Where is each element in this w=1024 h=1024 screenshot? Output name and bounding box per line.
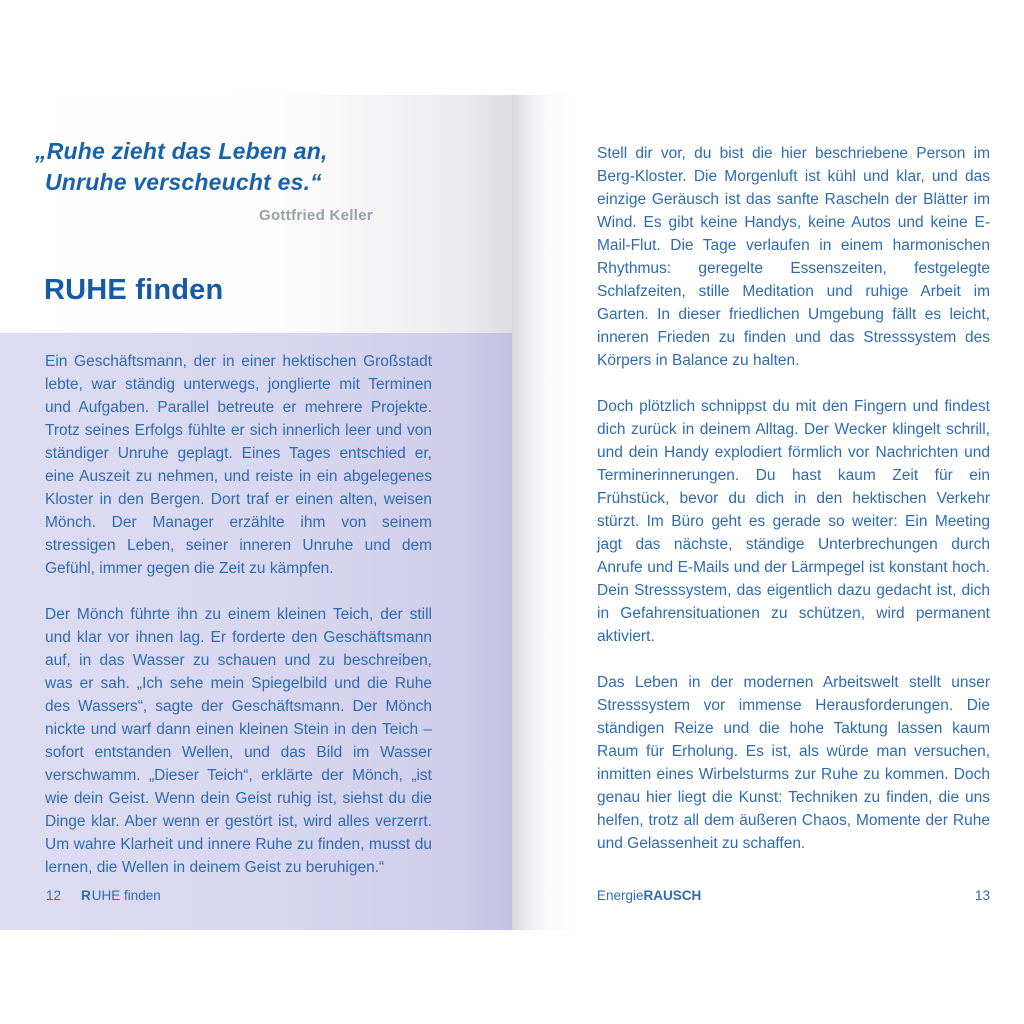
book-title-footer: [597, 888, 701, 903]
footer-chapter-initial: R: [81, 888, 92, 903]
right-page-number: 13: [974, 888, 990, 903]
chapter-heading: RUHE finden: [44, 274, 224, 306]
quote-line-2: Unruhe verscheucht es.“: [45, 169, 322, 195]
left-paragraph-1: Ein Geschäftsmann, der in einer hektischen Großstadt lebte, war ständig unterwegs, jonglierte mit Terminen und Aufgaben. Parallel betreute er mehrere Projekte. Trotz seines Erfolgs fühlte er sich innerlich leer und von ständiger Unruhe geplagt. Eines Tages entschied er, eine Auszeit zu nehmen, und reiste in ein abgelegenes Kloster in den Bergen. Dort traf er einen alten, weisen Mönch. Der Manager erzählte ihm von seinem stressigen Leben, seiner inneren Unruhe und dem Gefühl, immer gegen die Zeit zu kämpfen.: [45, 353, 432, 577]
left-page-body: [45, 350, 432, 879]
right-paragraph-2: Doch plötzlich schnippst du mit den Fingern und findest dich zurück in deinem Alltag. Der Wecker klingelt schrill, und dein Handy explodiert förmlich vor Nachrichten und Terminerinnerungen. Du hast kaum Zeit für ein Frühstück, bevor du dich in den hektischen Verkehr stürzt. Im Büro geht es gerade so weiter: Ein Meeting jagt das nächste, ständige Unterbrechungen durch Anrufe und E-Mails und der Lärmpegel ist konstant hoch. Dein Stresssystem, das eigentlich dazu gedacht ist, dich in Gefahrensituationen zu schützen, wird permanent aktiviert.: [597, 398, 990, 645]
footer-chapter-title: [81, 888, 161, 903]
left-paragraph-2: Der Mönch führte ihn zu einem kleinen Teich, der still und klar vor ihnen lag. Er forderte den Geschäftsmann auf, in das Wasser zu schauen und zu beschreiben, was er sah. „Ich sehe mein Spiegelbild und die Ruhe des Wassers“, sagte der Geschäftsmann. Der Mönch nickte und warf dann einen kleinen Stein in den Teich – sofort entstanden Wellen, und das Bild im Wasser verschwamm. „Dieser Teich“, erklärte der Mönch, „ist wie dein Geist. Wenn dein Geist ruhig ist, siehst du die Dinge klar. Aber wenn er gestört ist, wird alles verzerrt. Um wahre Klarheit und innere Ruhe zu finden, musst du lernen, die Wellen in deinem Geist zu beruhigen.“: [45, 606, 432, 876]
quote-line-1: „Ruhe zieht das Leben an,: [35, 138, 328, 164]
footer-chapter-rest: UHE finden: [91, 888, 161, 903]
right-paragraph-1: Stell dir vor, du bist die hier beschriebene Person im Berg-Kloster. Die Morgenluft ist kühl und klar, und das einzige Geräusch ist das sanfte Rascheln der Blätter im Wind. Es gibt keine Handys, keine Autos und keine E-Mail-Flut. Die Tage verlaufen in einem harmonischen Rhythmus: geregelte Essenszeiten, festgelegte Schlafzeiten, stille Meditation und ruhige Arbeit im Garten. In dieser friedlichen Umgebung fällt es leicht, inneren Frieden zu finden und das Stresssystem des Körpers in Balance zu halten.: [597, 145, 990, 369]
book-title-regular: Energie: [597, 888, 644, 903]
right-page-body: [597, 142, 990, 855]
right-paragraph-3: Das Leben in der modernen Arbeitswelt stellt unser Stresssystem vor immense Herausforderungen. Die ständigen Reize und die hohe Taktung lassen kaum Raum für Erholung. Es ist, als würde man versuchen, inmitten eines Wirbelsturms zur Ruhe zu kommen. Doch genau hier liegt die Kunst: Techniken zu finden, die uns helfen, trotz all dem äußeren Chaos, Momente der Ruhe und Gelassenheit zu schaffen.: [597, 674, 990, 852]
chapter-quote: [35, 136, 328, 198]
book-title-bold: RAUSCH: [643, 888, 702, 903]
left-page-footer: [46, 888, 161, 903]
quote-attribution: Gottfried Keller: [259, 207, 373, 224]
left-page-number: 12: [46, 888, 62, 903]
